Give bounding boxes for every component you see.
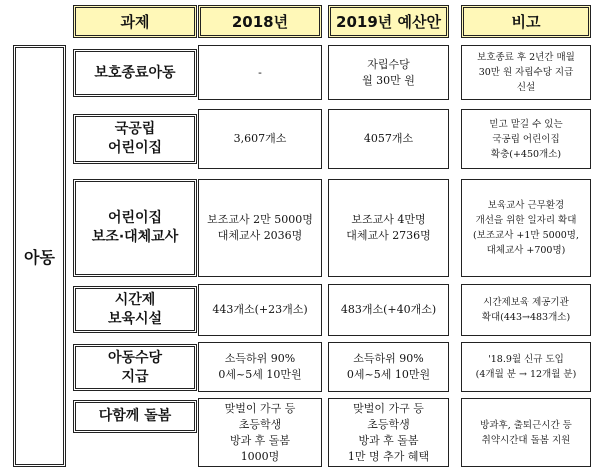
- task-cell: 어린이집 보조·대체교사: [73, 179, 197, 277]
- note-cell: 시간제보육 제공기관 확대(443→483개소): [461, 284, 591, 336]
- note-cell: 보호종료 후 2년간 매월 30만 원 자립수당 지급 신설: [461, 45, 591, 100]
- value-2019-cell: 4057개소: [328, 109, 449, 169]
- header-note: 비고: [461, 5, 591, 38]
- value-2019-cell: 보조교사 4만명 대체교사 2736명: [328, 179, 449, 277]
- task-cell: 보호종료아동: [73, 49, 197, 97]
- note-cell: '18.9월 신규 도입 (4개월 분 → 12개월 분): [461, 342, 591, 392]
- note-cell: 믿고 맡길 수 있는 국공립 어린이집 확충(+450개소): [461, 109, 591, 169]
- note-cell: 보육교사 근무환경 개선을 위한 일자리 확대 (보조교사 +1만 5000명, 대체교사 +700명): [461, 179, 591, 277]
- category-label: 아동: [13, 45, 66, 467]
- task-cell: 시간제 보육시설: [73, 286, 197, 333]
- header-2018: 2018년: [198, 5, 322, 38]
- value-2018-cell: 맞벌이 가구 등 초등학생 방과 후 돌봄 1000명: [198, 398, 322, 467]
- header-task: 과제: [73, 5, 197, 38]
- note-cell: 방과후, 출퇴근시간 등 취약시간대 돌봄 지원: [461, 398, 591, 467]
- value-2018-cell: 3,607개소: [198, 109, 322, 169]
- value-2018-cell: 소득하위 90% 0세~5세 10만원: [198, 342, 322, 392]
- value-2019-cell: 자립수당 월 30만 원: [328, 45, 449, 100]
- task-cell: 아동수당 지급: [73, 344, 197, 391]
- value-2019-cell: 483개소(+40개소): [328, 284, 449, 336]
- value-2019-cell: 소득하위 90% 0세~5세 10만원: [328, 342, 449, 392]
- header-2019-budget: 2019년 예산안: [328, 5, 449, 38]
- value-2018-cell: -: [198, 45, 322, 100]
- value-2018-cell: 보조교사 2만 5000명 대체교사 2036명: [198, 179, 322, 277]
- value-2019-cell: 맞벌이 가구 등 초등학생 방과 후 돌봄 1만 명 추가 혜택: [328, 398, 449, 467]
- value-2018-cell: 443개소(+23개소): [198, 284, 322, 336]
- task-cell: 다함께 돌봄: [73, 400, 197, 433]
- task-cell: 국공립 어린이집: [73, 114, 197, 164]
